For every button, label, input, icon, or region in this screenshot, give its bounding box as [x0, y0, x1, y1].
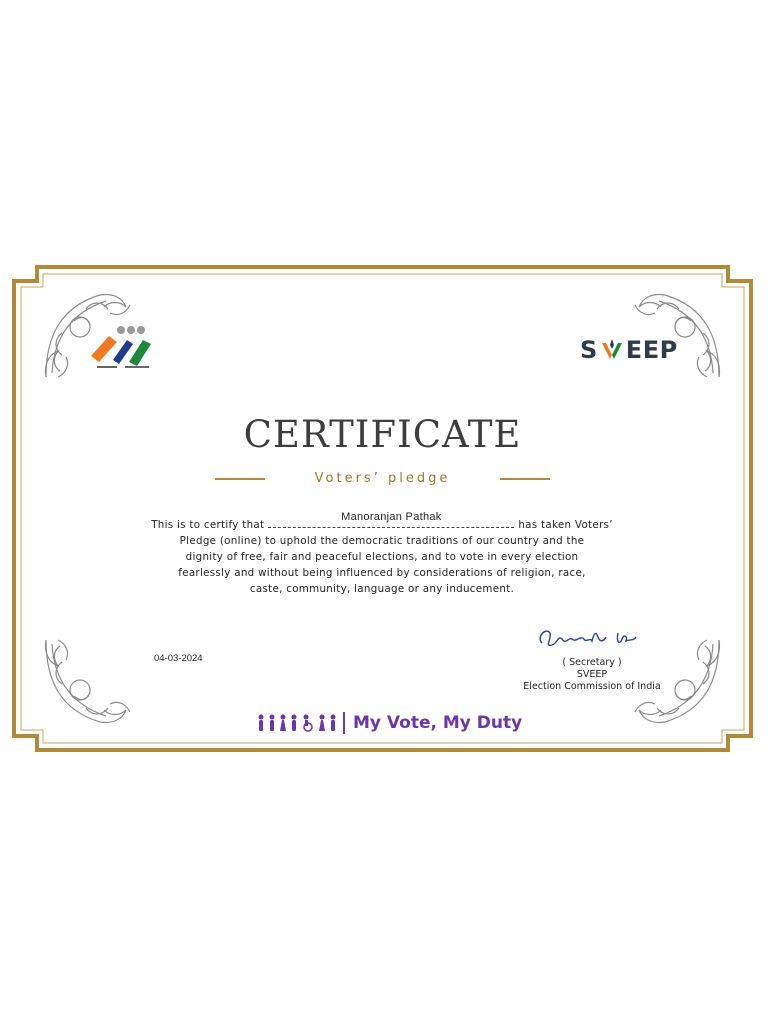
sveep-letter-s: S	[580, 336, 598, 364]
name-blank	[268, 511, 514, 528]
signature-icon	[532, 623, 652, 653]
subtitle-row	[12, 471, 753, 486]
person-icon	[279, 714, 287, 732]
sveep-hand-icon	[599, 337, 625, 363]
certificate-title: CERTIFICATE	[243, 413, 522, 456]
recipient-name: Manoranjan Pathak	[341, 511, 442, 523]
sveep-logo	[580, 335, 678, 365]
subtitle-rule-right	[500, 478, 550, 480]
body-line-1	[132, 511, 632, 533]
person-icon	[318, 714, 326, 732]
wheelchair-icon	[301, 714, 315, 732]
motto-text: My Vote, My Duty	[353, 713, 523, 733]
certificate-body	[132, 511, 632, 597]
sveep-letters-eep: EEP	[625, 336, 678, 364]
signatory-role: ( Secretary )	[562, 657, 622, 668]
person-icon	[257, 714, 265, 732]
line1-end-text: has taken Voters’	[518, 519, 613, 531]
body-line-5: caste, community, language or any inducement.	[249, 583, 515, 595]
signature-block	[492, 623, 692, 693]
body-line-4: fearlessly and without being influenced by considerations of religion, race,	[178, 567, 586, 579]
issue-date: 04-03-2024	[154, 653, 203, 664]
intro-text: This is to certify that	[151, 519, 265, 531]
body-line-2: Pledge (online) to uphold the democratic traditions of our country and the	[179, 535, 585, 547]
person-icon	[329, 714, 337, 732]
body-line-3: dignity of free, fair and peaceful elections, and to vote in every election	[185, 551, 579, 563]
eci-logo-icon	[87, 322, 159, 372]
corner-ornament-icon	[40, 634, 136, 730]
person-icon	[290, 714, 298, 732]
footer-divider	[343, 712, 345, 734]
signatory-dept: SVEEP	[576, 669, 608, 680]
certificate-subtitle: Voters’ pledge	[314, 471, 451, 486]
subtitle-rule-left	[215, 478, 265, 480]
person-icon	[268, 714, 276, 732]
people-icons	[257, 714, 337, 732]
signatory-org: Election Commission of India	[523, 681, 661, 692]
certificate	[12, 265, 753, 752]
footer-motto	[257, 711, 522, 735]
